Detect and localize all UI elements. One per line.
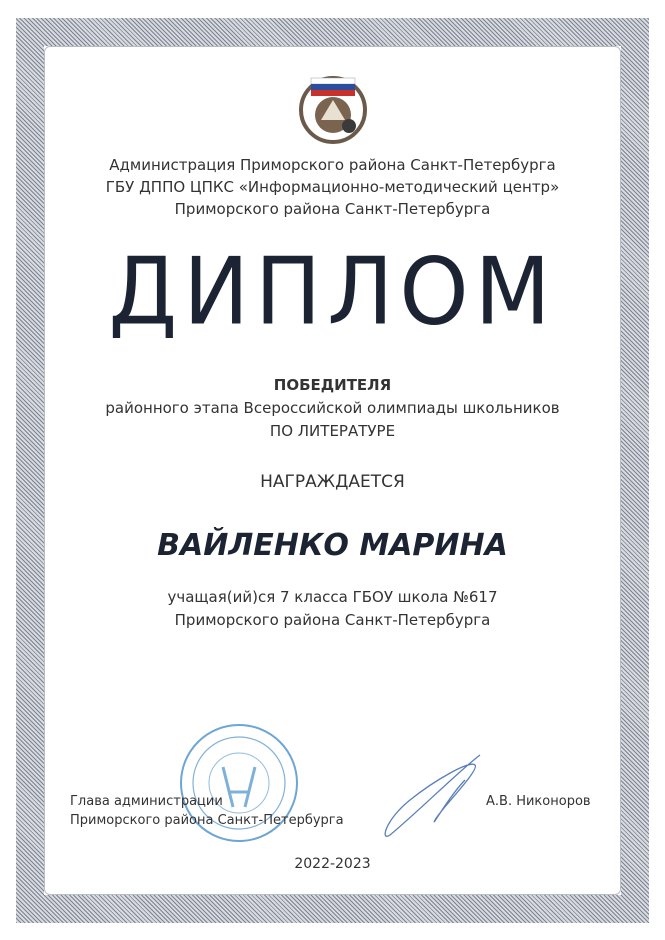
position-line: Приморского района Санкт-Петербурга xyxy=(70,813,344,828)
olympiad-logo xyxy=(293,70,373,145)
academic-year: 2022-2023 xyxy=(294,856,371,872)
signature xyxy=(380,750,490,845)
header xyxy=(0,154,665,220)
award-subject: ПО ЛИТЕРАТУРЕ xyxy=(269,422,396,440)
awarded-label: НАГРАЖДАЕТСЯ xyxy=(260,472,405,492)
award-rank: ПОБЕДИТЕЛЯ xyxy=(273,376,392,394)
award-block xyxy=(0,374,665,443)
recipient-details xyxy=(0,586,665,632)
recipient-class: учащая(ий)ся 7 класса ГБОУ школа №617 xyxy=(167,588,498,606)
recipient-district: Приморского района Санкт-Петербурга xyxy=(174,611,491,629)
document-title: ДИПЛОМ xyxy=(108,237,557,346)
header-line: Администрация Приморского района Санкт-Петербурга xyxy=(109,156,556,174)
position-line: Глава администрации xyxy=(70,794,223,809)
recipient-name: ВАЙЛЕНКО МАРИНА xyxy=(157,528,508,563)
signatory-name: А.В. Никоноров xyxy=(486,794,591,809)
header-line: Приморского района Санкт-Петербурга xyxy=(174,200,491,218)
header-line: ГБУ ДППО ЦПКС «Информационно-методический центр» xyxy=(105,178,560,196)
award-event: районного этапа Всероссийской олимпиады школьников xyxy=(105,399,560,417)
signatory-position xyxy=(70,792,344,830)
